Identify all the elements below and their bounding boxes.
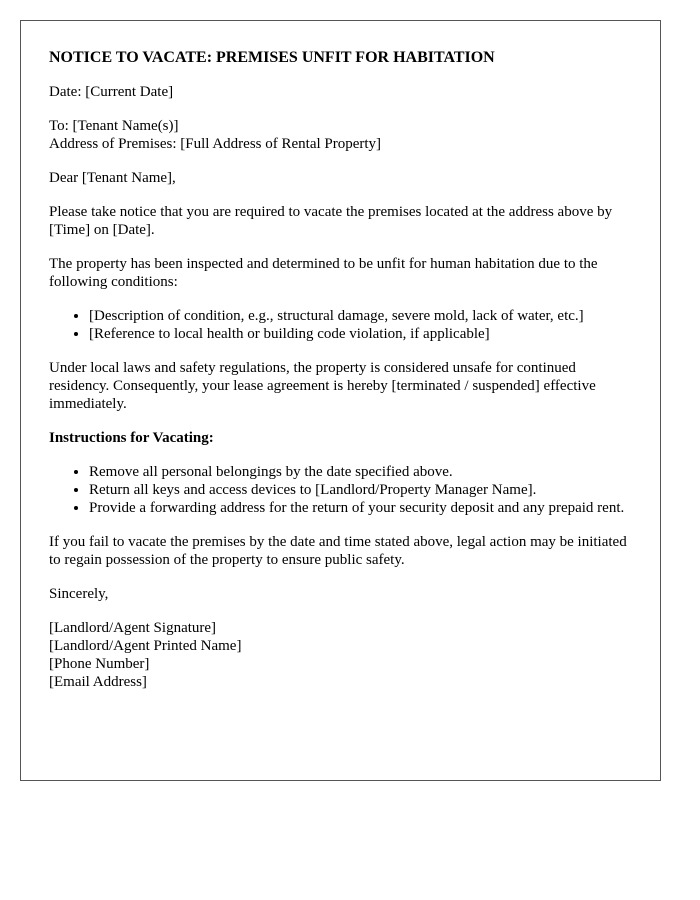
- address-line: Address of Premises: [Full Address of Rental Property]: [49, 136, 382, 152]
- date-line: Date: [Current Date]: [49, 84, 174, 100]
- warning-paragraph: If you fail to vacate the premises by the date and time stated above, legal action may be initiated to regain possession of the property to ensure public safety.: [49, 534, 627, 568]
- salutation: Dear [Tenant Name],: [49, 170, 176, 186]
- conditions-list: [49, 307, 639, 343]
- laws-paragraph: Under local laws and safety regulations, the property is considered unsafe for continued residency. Consequently, your lease agreement is hereby [terminated / suspended] effective immediately.: [49, 360, 596, 412]
- inspection-paragraph: The property has been inspected and determined to be unfit for human habitation due to the following conditions:: [49, 256, 598, 290]
- list-item: • [Description of condition, e.g., structural damage, severe mold, lack of water, etc.]: [89, 307, 639, 325]
- instructions-list: [49, 463, 639, 517]
- instructions-heading: Instructions for Vacating:: [49, 430, 214, 446]
- list-item: • Return all keys and access devices to [Landlord/Property Manager Name].: [89, 481, 639, 499]
- closing: Sincerely,: [49, 586, 109, 602]
- notice-page: [20, 20, 661, 781]
- signature-block: [49, 619, 639, 691]
- list-item: • [Reference to local health or building code violation, if applicable]: [89, 325, 639, 343]
- list-item: • Provide a forwarding address for the return of your security deposit and any prepaid rent.: [89, 499, 639, 517]
- recipient-block: [49, 117, 639, 153]
- list-item: • Remove all personal belongings by the date specified above.: [89, 463, 639, 481]
- printed-name-line: [Landlord/Agent Printed Name]: [49, 638, 242, 654]
- phone-line: [Phone Number]: [49, 656, 150, 672]
- email-line: [Email Address]: [49, 674, 147, 690]
- notice-title: NOTICE TO VACATE: PREMISES UNFIT FOR HABITATION: [49, 49, 495, 66]
- to-line: To: [Tenant Name(s)]: [49, 118, 179, 134]
- notice-content: [49, 49, 639, 691]
- signature-line: [Landlord/Agent Signature]: [49, 620, 217, 636]
- intro-paragraph: Please take notice that you are required to vacate the premises located at the address above by [Time] on [Date].: [49, 204, 613, 238]
